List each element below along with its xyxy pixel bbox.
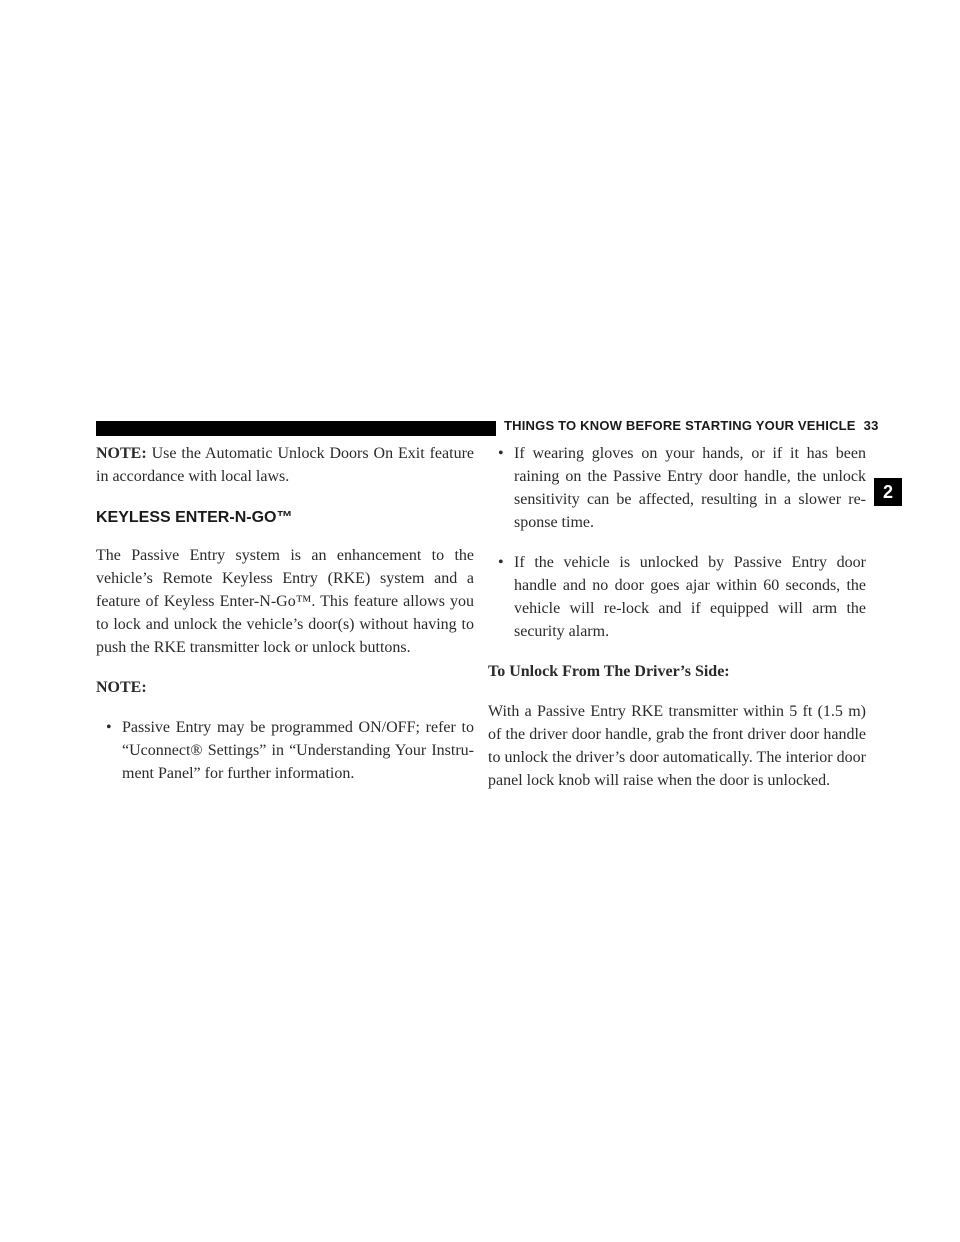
list-item	[488, 442, 866, 534]
unlock-driver-paragraph: With a Passive Entry RKE transmitter within 5 ft (1.5 m) of the driver door handle, grab the front driver door handle to unlock the driver’s door automatically. The interior door panel lock knob will raise when the door is unlocked.	[488, 703, 866, 789]
list-item-text: Passive Entry may be programmed ON/OFF; refer to “Uconnect® Settings” in “Understanding Your Instru-ment Panel” for further information.	[122, 719, 474, 782]
note-text: Use the Automatic Unlock Doors On Exit feature in accordance with local laws.	[96, 445, 474, 485]
right-column	[488, 442, 866, 792]
header-rule-bar	[96, 421, 496, 436]
subheading-unlock-driver-side: To Unlock From The Driver’s Side:	[488, 663, 730, 680]
list-item-text: If wearing gloves on your hands, or if it has been raining on the Passive Entry door handle, the unlock sensitivity can be affected, resulting in a slower re-sponse time.	[514, 445, 866, 531]
bullet-icon: •	[498, 445, 504, 462]
list-item-text: If the vehicle is unlocked by Passive Entry door handle and no door goes ajar within 60 seconds, the vehicle will re-lock and if equipped will arm the security alarm.	[514, 554, 866, 640]
section-heading: KEYLESS ENTER-N-GO™	[96, 509, 293, 526]
section-title: THINGS TO KNOW BEFORE STARTING YOUR VEHICLE	[504, 418, 856, 433]
chapter-tab: 2	[874, 478, 902, 506]
note-label: NOTE:	[96, 445, 147, 462]
bullet-icon: •	[498, 554, 504, 571]
page-number: 33	[863, 418, 879, 433]
note-label-2: NOTE:	[96, 679, 147, 696]
bullet-icon: •	[106, 719, 112, 736]
left-column	[96, 442, 474, 785]
list-item	[488, 551, 866, 643]
list-item	[96, 716, 474, 785]
passive-entry-intro: The Passive Entry system is an enhancement to the vehicle’s Remote Keyless Entry (RKE) system and a feature of Keyless Enter-N-Go™. This feature allows you to lock and unlock the vehicle’s door(s) without having to push the RKE transmitter lock or unlock buttons.	[96, 547, 474, 656]
running-header	[504, 418, 879, 433]
note-automatic-unlock	[96, 442, 474, 488]
